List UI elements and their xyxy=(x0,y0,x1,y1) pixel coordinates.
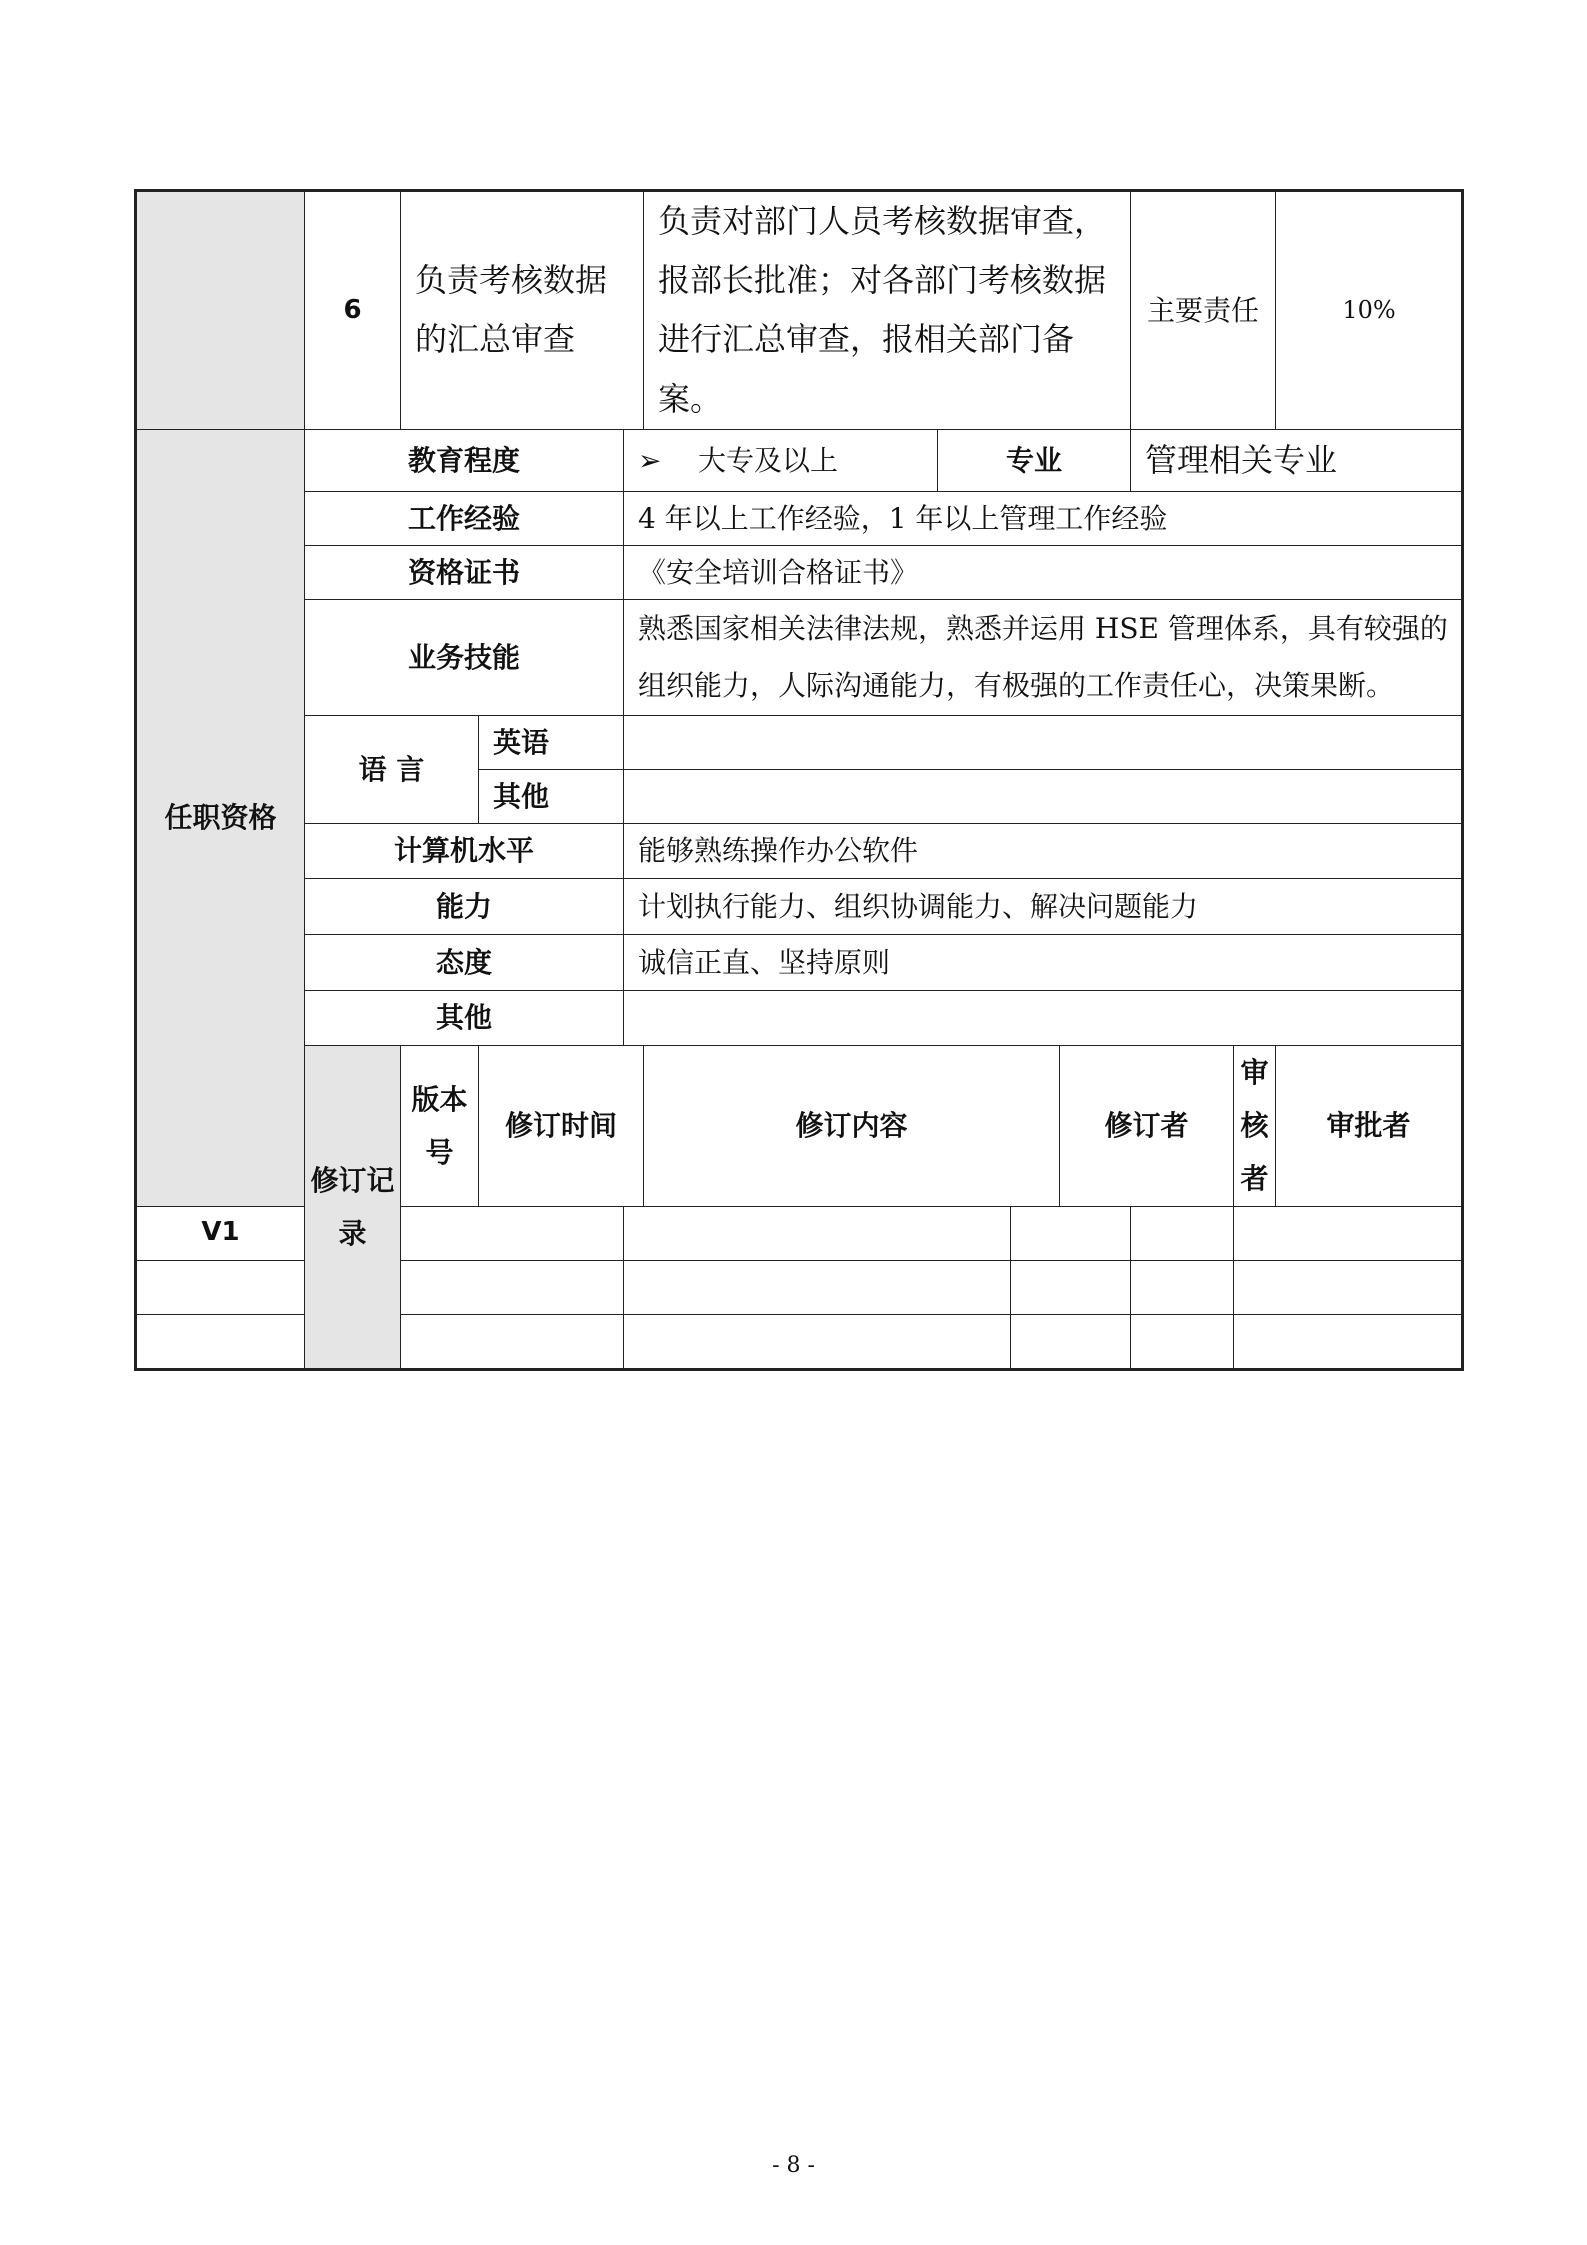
major-label: 专业 xyxy=(938,429,1131,491)
revision-header-content: 修订内容 xyxy=(644,1046,1060,1207)
ability-row xyxy=(136,879,1463,935)
revision-reviser xyxy=(1011,1206,1131,1260)
certificate-label: 资格证书 xyxy=(305,545,624,599)
revision-reviser xyxy=(1011,1260,1131,1314)
other-language-label: 其他 xyxy=(479,769,624,823)
revision-version xyxy=(136,1314,305,1369)
duty-responsibility: 主要责任 xyxy=(1131,191,1276,430)
duty-section-cell xyxy=(136,191,305,430)
revision-time xyxy=(401,1206,624,1260)
revision-approver xyxy=(1234,1314,1463,1369)
revision-header-row xyxy=(136,1046,1463,1207)
revision-time xyxy=(401,1260,624,1314)
english-value xyxy=(624,715,1463,769)
computer-row xyxy=(136,824,1463,879)
duty-weight: 10% xyxy=(1276,191,1463,430)
revision-header-time: 修订时间 xyxy=(479,1046,644,1207)
computer-label: 计算机水平 xyxy=(305,824,624,879)
duty-number: 6 xyxy=(305,191,401,430)
skills-row xyxy=(136,599,1463,715)
education-label: 教育程度 xyxy=(305,429,624,491)
language-label: 语 言 xyxy=(305,715,479,823)
ability-value: 计划执行能力、组织协调能力、解决问题能力 xyxy=(624,879,1463,935)
job-description-table xyxy=(134,189,1464,1371)
other-row xyxy=(136,991,1463,1046)
education-value-cell xyxy=(624,429,938,491)
attitude-row xyxy=(136,935,1463,991)
duty-description: 负责对部门人员考核数据审查，报部长批准；对各部门考核数据进行汇总审查，报相关部门备案。 xyxy=(644,191,1131,430)
other-value xyxy=(624,991,1463,1046)
duty-name: 负责考核数据的汇总审查 xyxy=(401,191,644,430)
revision-header-version: 版本号 xyxy=(401,1046,479,1207)
bullet-arrow-icon: ➢ xyxy=(638,443,662,477)
certificate-value: 《安全培训合格证书》 xyxy=(624,545,1463,599)
skills-value: 熟悉国家相关法律法规，熟悉并运用 HSE 管理体系，具有较强的组织能力，人际沟通能力，有极强的工作责任心，决策果断。 xyxy=(624,599,1463,715)
revision-content xyxy=(624,1314,1011,1369)
other-label: 其他 xyxy=(305,991,624,1046)
experience-value: 4 年以上工作经验，1 年以上管理工作经验 xyxy=(624,491,1463,545)
attitude-value: 诚信正直、坚持原则 xyxy=(624,935,1463,991)
certificate-row xyxy=(136,545,1463,599)
page-number: - 8 - xyxy=(772,2153,815,2178)
revision-header-reviewer: 审核者 xyxy=(1234,1046,1276,1207)
attitude-label: 态度 xyxy=(305,935,624,991)
revision-approver xyxy=(1234,1260,1463,1314)
revision-reviewer xyxy=(1131,1260,1234,1314)
revision-reviewer xyxy=(1131,1206,1234,1260)
skills-label: 业务技能 xyxy=(305,599,624,715)
education-value: 大专及以上 xyxy=(698,443,839,477)
revision-version: V1 xyxy=(136,1206,305,1260)
revision-section-label: 修订记录 xyxy=(305,1046,401,1370)
education-row xyxy=(136,429,1463,491)
revision-reviser xyxy=(1011,1314,1131,1369)
english-row xyxy=(136,715,1463,769)
revision-header-reviser: 修订者 xyxy=(1060,1046,1234,1207)
duty-row xyxy=(136,191,1463,430)
major-value: 管理相关专业 xyxy=(1131,429,1463,491)
ability-label: 能力 xyxy=(305,879,624,935)
qualifications-section-label: 任职资格 xyxy=(136,429,305,1206)
revision-time xyxy=(401,1314,624,1369)
computer-value: 能够熟练操作办公软件 xyxy=(624,824,1463,879)
experience-row xyxy=(136,491,1463,545)
revision-approver xyxy=(1234,1206,1463,1260)
revision-content xyxy=(624,1206,1011,1260)
revision-header-approver: 审批者 xyxy=(1276,1046,1463,1207)
other-language-value xyxy=(624,769,1463,823)
english-label: 英语 xyxy=(479,715,624,769)
experience-label: 工作经验 xyxy=(305,491,624,545)
revision-content xyxy=(624,1260,1011,1314)
revision-reviewer xyxy=(1131,1314,1234,1369)
revision-version xyxy=(136,1260,305,1314)
